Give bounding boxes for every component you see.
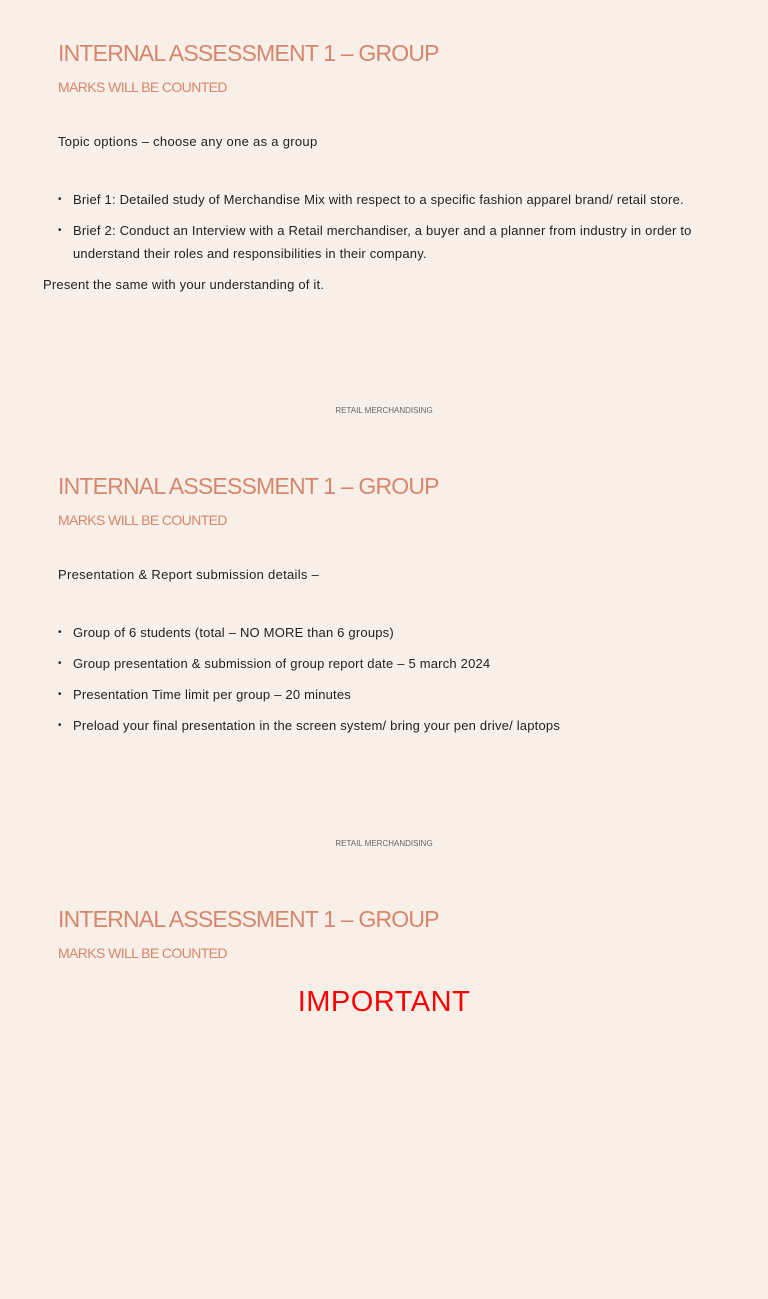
slide-subtitle: MARKS WILL BE COUNTED — [58, 512, 227, 528]
slide-intro: Topic options – choose any one as a group — [58, 134, 318, 149]
list-item: • Brief 1: Detailed study of Merchandise Mix with respect to a specific fashion apparel brand/ retail store. — [58, 188, 728, 211]
slide-title: INTERNAL ASSESSMENT 1 – GROUP — [58, 473, 439, 499]
slide-footer: RETAIL MERCHANDISING — [335, 406, 433, 415]
slide-3 — [0, 866, 768, 1299]
list-item: • Group presentation & submission of group report date – 5 march 2024 — [58, 652, 728, 675]
slide-subtitle: MARKS WILL BE COUNTED — [58, 79, 227, 95]
important-heading: IMPORTANT — [297, 986, 471, 1018]
slide-title: INTERNAL ASSESSMENT 1 – GROUP — [58, 40, 439, 66]
slide-intro: Presentation & Report submission details – — [58, 567, 320, 582]
slide-footer: RETAIL MERCHANDISING — [335, 839, 433, 848]
bullet-list — [58, 621, 728, 745]
slide-title: INTERNAL ASSESSMENT 1 – GROUP — [58, 906, 439, 932]
bullet-list — [43, 188, 728, 304]
closing-text: Present the same with your understanding of it. — [43, 277, 325, 292]
slide-2 — [0, 433, 768, 866]
slide-1 — [0, 0, 768, 433]
list-item: • Presentation Time limit per group – 20 minutes — [58, 683, 728, 706]
list-item: • Brief 2: Conduct an Interview with a Retail merchandiser, a buyer and a planner from industry in order to understand their roles and responsibilities in their company. — [58, 219, 728, 265]
list-item: • Group of 6 students (total – NO MORE than 6 groups) — [58, 621, 728, 644]
list-item: • Preload your final presentation in the screen system/ bring your pen drive/ laptops — [58, 714, 728, 737]
slide-subtitle: MARKS WILL BE COUNTED — [58, 945, 227, 961]
